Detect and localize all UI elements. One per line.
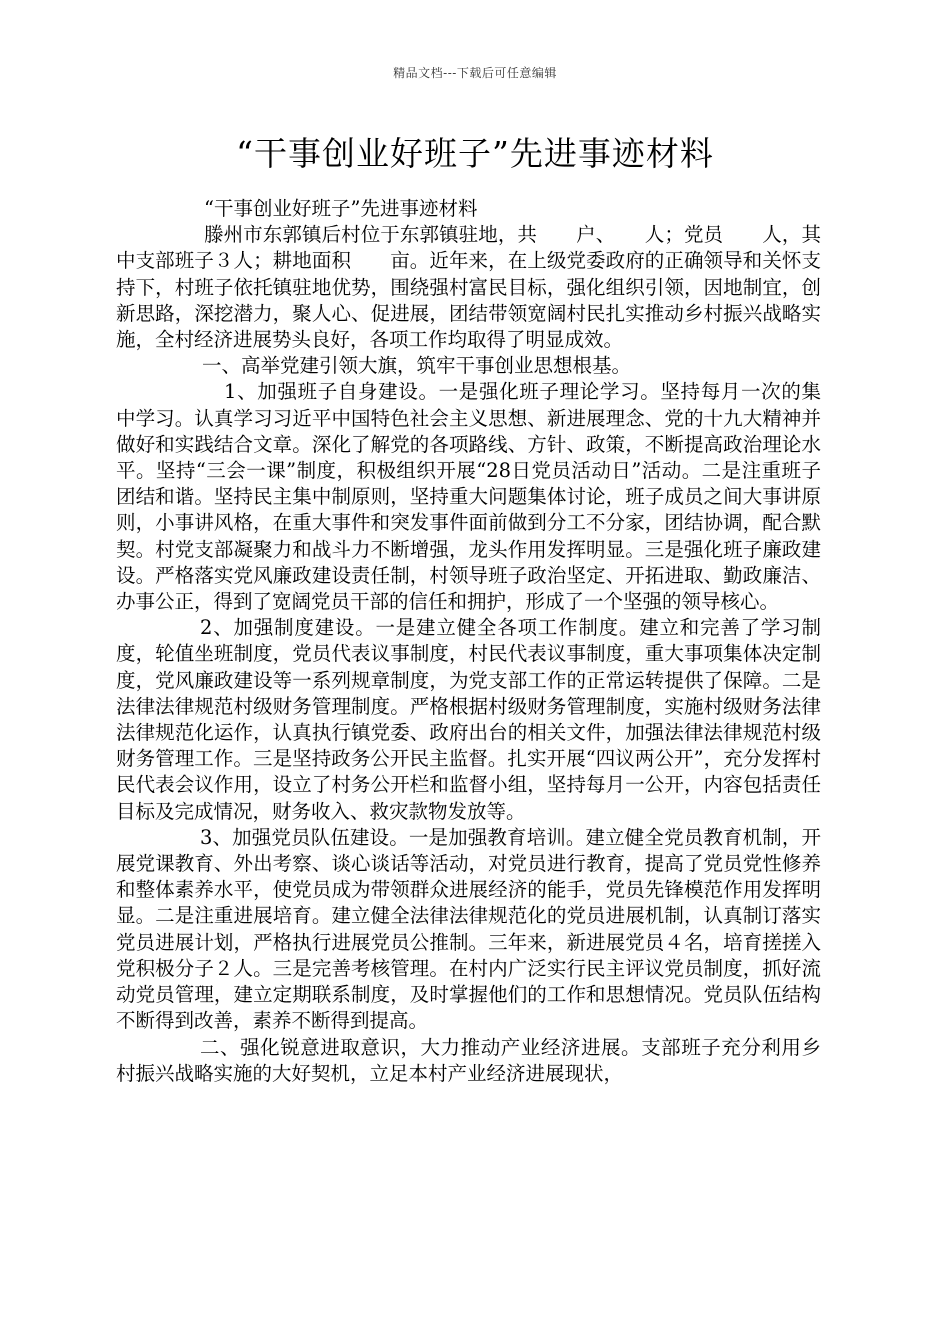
document-body (116, 196, 821, 1087)
paragraph-system-building: 2、加强制度建设。一是建立健全各项工作制度。建立和完善了学习制度，轮值坐班制度，党员代表议事制度，村民代表议事制度，重大事项集体决定制度，党风廉政建设等一系列规章制度，为党支部工作的正常运转提供了保障。二是法律法律规范村级财务管理制度。严格根据村级财务管理制度，实施村级财务法律法律规范化运作，认真执行镇党委、政府出台的相关文件，加强法律法律规范村级财务管理工作。三是坚持政务公开民主监督。扎实开展“四议两公开”，充分发挥村民代表会议作用，设立了村务公开栏和监督小组，坚持每月一公开，内容包括责任目标及完成情况，财务收入、救灾款物发放等。 (116, 616, 821, 823)
paragraph-party-members: 3、加强党员队伍建设。一是加强教育培训。建立健全党员教育机制，开展党课教育、外出考察、谈心谈话等活动，对党员进行教育，提高了党员党性修养和整体素养水平，使党员成为带领群众进展经济的能手，党员先锋模范作用发挥明显。二是注重进展培育。建立健全法律法律规范化的党员进展机制，认真制订落实党员进展计划，严格执行进展党员公推制。三年来，新进展党员４名，培育搓搓入党积极分子２人。三是完善考核管理。在村内广泛实行民主评议党员制度，抓好流动党员管理，建立定期联系制度，及时掌握他们的工作和思想情况。党员队伍结构不断得到改善，素养不断得到提高。 (116, 825, 821, 1033)
paragraph-team-building: 1、加强班子自身建设。一是强化班子理论学习。坚持每月一次的集中学习。认真学习习近平中国特色社会主义思想、新进展理念、党的十九大精神并做好和实践结合文章。深化了解党的各项路线、方针、政策，不断提高政治理论水平。坚持“三会一课”制度，积极组织开展“28日党员活动日”活动。二是注重班子团结和谐。坚持民主集中制原则，坚持重大问题集体讨论，班子成员之间大事讲原则，小事讲风格，在重大事件和突发事件面前做到分工不分家，团结协调，配合默契。村党支部凝聚力和战斗力不断增强，龙头作用发挥明显。三是强化班子廉政建设。严格落实党风廉政建设责任制，村领导班子政治坚定、开拓进取、勤政廉洁、办事公正，得到了宽阔党员干部的信任和拥护，形成了一个坚强的领导核心。 (116, 380, 821, 614)
subtitle-paragraph: “干事创业好班子”先进事迹材料 (204, 197, 478, 220)
document-title: “干事创业好班子”先进事迹材料 (236, 134, 714, 173)
header-note: 精品文档---下载后可任意编辑 (393, 66, 557, 80)
section-heading-1: 一、高举党建引领大旗，筑牢干事创业思想根基。 (202, 354, 632, 378)
intro-paragraph: 滕州市东郭镇后村位于东郭镇驻地，共 户、 人；党员 人，其中支部班子３人；耕地面积 亩。近年来，在上级党委政府的正确领导和关怀支持下，村班子依托镇驻地优势，围绕强村富民目标，强化组织引领，因地制宜，创新思路，深挖潜力，聚人心、促进展，团结带领宽阔村民扎实推动乡村振兴战略实施，全村经济进展势头良好，各项工作均取得了明显成效。 (116, 223, 821, 352)
section-heading-2: 二、强化锐意进取意识，大力推动产业经济进展。支部班子充分利用乡村振兴战略实施的大好契机，立足本村产业经济进展现状， (116, 1035, 821, 1085)
